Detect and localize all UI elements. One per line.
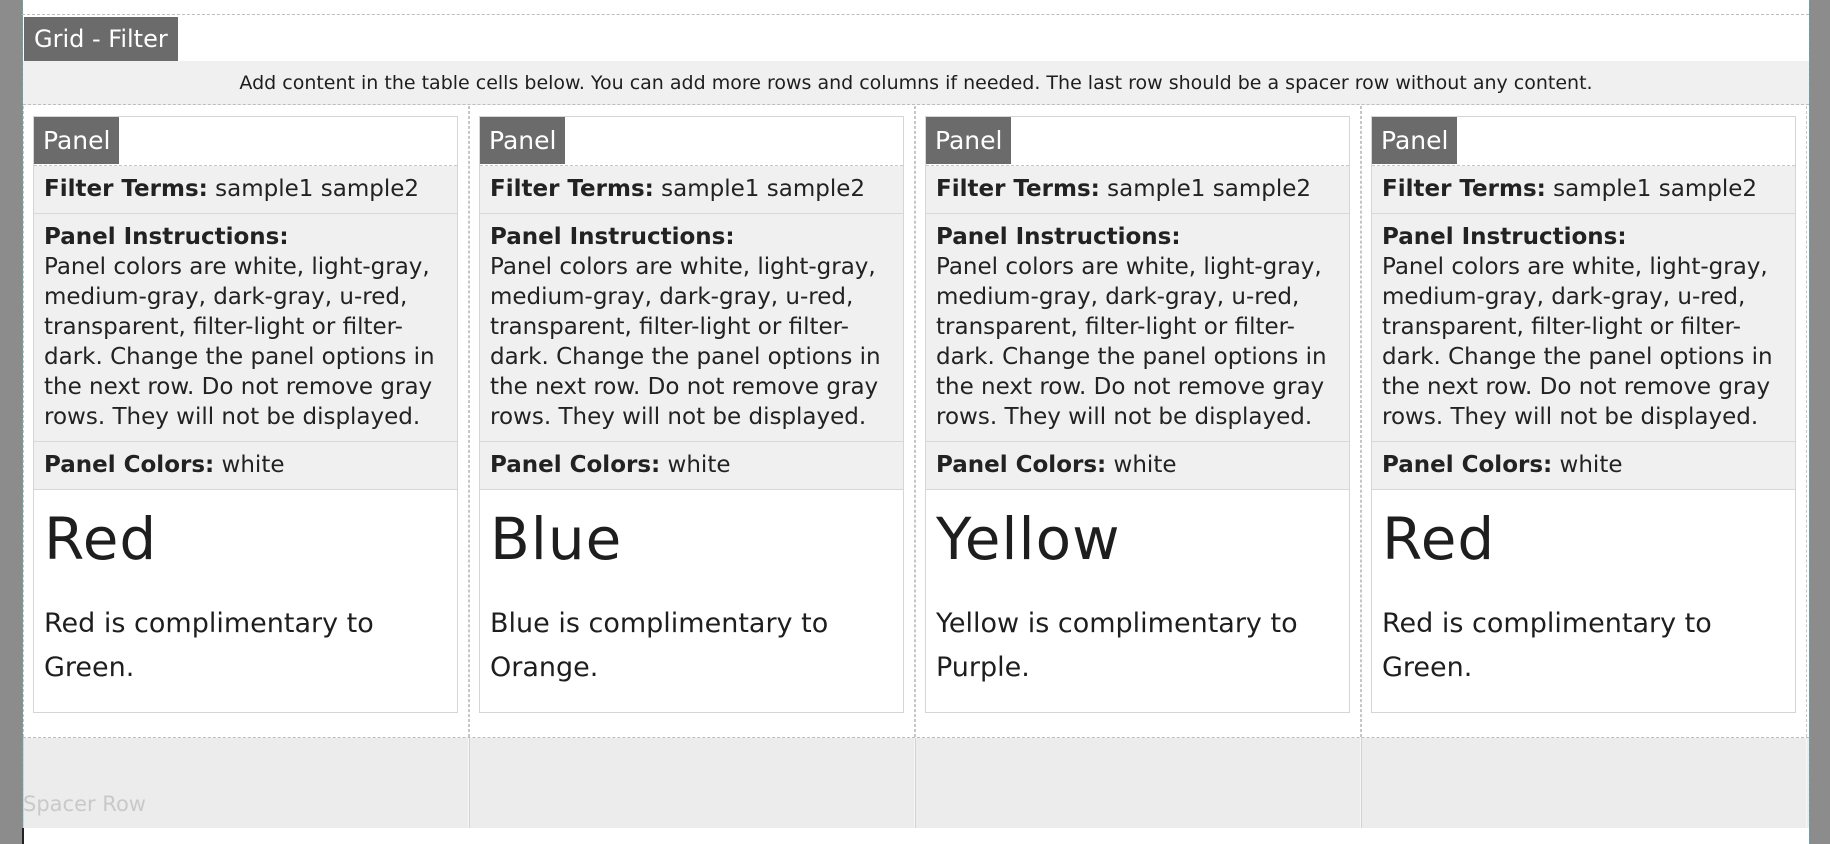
filter-terms-value[interactable]: sample1 sample2 [215, 176, 419, 202]
panel-heading[interactable]: Blue [490, 505, 623, 573]
panel-colors-label: Panel Colors: [936, 452, 1107, 478]
panel-instructions-label: Panel Instructions: [44, 224, 289, 250]
grid-columns-row [23, 106, 1809, 738]
panel-colors-row[interactable] [480, 442, 903, 490]
panel-colors-row[interactable] [34, 442, 457, 490]
panel-content[interactable] [480, 490, 903, 712]
panel-instructions-row [34, 214, 457, 442]
panel-header [1372, 117, 1795, 166]
panel[interactable] [1371, 116, 1796, 713]
filter-terms-label: Filter Terms: [44, 176, 208, 202]
panel-text[interactable]: Yellow is complimentary to Purple. [936, 608, 1298, 683]
panel-colors-row[interactable] [1372, 442, 1795, 490]
panel-colors-label: Panel Colors: [1382, 452, 1553, 478]
panel-content[interactable] [926, 490, 1349, 712]
grid-instructions: Add content in the table cells below. You can add more rows and columns if needed. The last row should be a spacer row without any content. [23, 61, 1809, 105]
editor-left-frame [0, 0, 23, 844]
filter-terms-label: Filter Terms: [936, 176, 1100, 202]
grid-column[interactable] [1361, 106, 1807, 737]
spacer-cell[interactable] [915, 738, 1361, 828]
filter-terms-row[interactable] [34, 166, 457, 214]
panel-content[interactable] [1372, 490, 1795, 712]
panel[interactable] [33, 116, 458, 713]
component-title-tab[interactable]: Grid - Filter [24, 17, 178, 61]
panel-instructions-text: Panel colors are white, light-gray, medium-gray, dark-gray, u-red, transparent, filter-light or filter-dark. Change the panel options in the next row. Do not remove gray rows. They will not be displayed. [44, 254, 435, 430]
panel-instructions-label: Panel Instructions: [1382, 224, 1627, 250]
panel-heading[interactable]: Yellow [936, 505, 1121, 573]
filter-terms-label: Filter Terms: [490, 176, 654, 202]
filter-terms-label: Filter Terms: [1382, 176, 1546, 202]
spacer-row[interactable] [23, 738, 1809, 828]
panel-instructions-label: Panel Instructions: [936, 224, 1181, 250]
spacer-row-label: Spacer Row [23, 792, 146, 816]
panel-instructions-label: Panel Instructions: [490, 224, 735, 250]
panel-header [34, 117, 457, 166]
panel-tab[interactable]: Panel [1372, 117, 1457, 164]
panel-colors-label: Panel Colors: [490, 452, 661, 478]
spacer-cell[interactable] [1361, 738, 1807, 828]
panel-instructions-text: Panel colors are white, light-gray, medium-gray, dark-gray, u-red, transparent, filter-light or filter-dark. Change the panel options in the next row. Do not remove gray rows. They will not be displayed. [490, 254, 881, 430]
panel-instructions-text: Panel colors are white, light-gray, medium-gray, dark-gray, u-red, transparent, filter-light or filter-dark. Change the panel options in the next row. Do not remove gray rows. They will not be displayed. [936, 254, 1327, 430]
filter-terms-row[interactable] [1372, 166, 1795, 214]
panel-instructions-text: Panel colors are white, light-gray, medium-gray, dark-gray, u-red, transparent, filter-light or filter-dark. Change the panel options in the next row. Do not remove gray rows. They will not be displayed. [1382, 254, 1773, 430]
editor-right-frame [1809, 0, 1830, 844]
panel-text[interactable]: Red is complimentary to Green. [44, 608, 374, 683]
panel-heading[interactable]: Red [1382, 505, 1496, 573]
panel-instructions-row [1372, 214, 1795, 442]
panel-text[interactable]: Red is complimentary to Green. [1382, 608, 1712, 683]
panel-colors-label: Panel Colors: [44, 452, 215, 478]
panel-instructions-row [926, 214, 1349, 442]
filter-terms-value[interactable]: sample1 sample2 [1553, 176, 1757, 202]
filter-terms-value[interactable]: sample1 sample2 [661, 176, 865, 202]
panel-colors-value[interactable]: white [1559, 452, 1623, 478]
grid-column[interactable] [469, 106, 915, 737]
panel-heading[interactable]: Red [44, 505, 158, 573]
panel-tab[interactable]: Panel [480, 117, 565, 164]
panel-text[interactable]: Blue is complimentary to Orange. [490, 608, 829, 683]
panel-colors-value[interactable]: white [667, 452, 731, 478]
panel-tab[interactable]: Panel [926, 117, 1011, 164]
panel-colors-value[interactable]: white [221, 452, 285, 478]
filter-terms-value[interactable]: sample1 sample2 [1107, 176, 1311, 202]
filter-terms-row[interactable] [926, 166, 1349, 214]
filter-terms-row[interactable] [480, 166, 903, 214]
grid-column[interactable] [23, 106, 469, 737]
spacer-cell[interactable] [469, 738, 915, 828]
panel[interactable] [925, 116, 1350, 713]
panel-colors-row[interactable] [926, 442, 1349, 490]
grid-column[interactable] [915, 106, 1361, 737]
panel-tab[interactable]: Panel [34, 117, 119, 164]
panel-content[interactable] [34, 490, 457, 712]
panel[interactable] [479, 116, 904, 713]
panel-colors-value[interactable]: white [1113, 452, 1177, 478]
panel-header [480, 117, 903, 166]
panel-header [926, 117, 1349, 166]
text-cursor [22, 828, 24, 844]
panel-instructions-row [480, 214, 903, 442]
